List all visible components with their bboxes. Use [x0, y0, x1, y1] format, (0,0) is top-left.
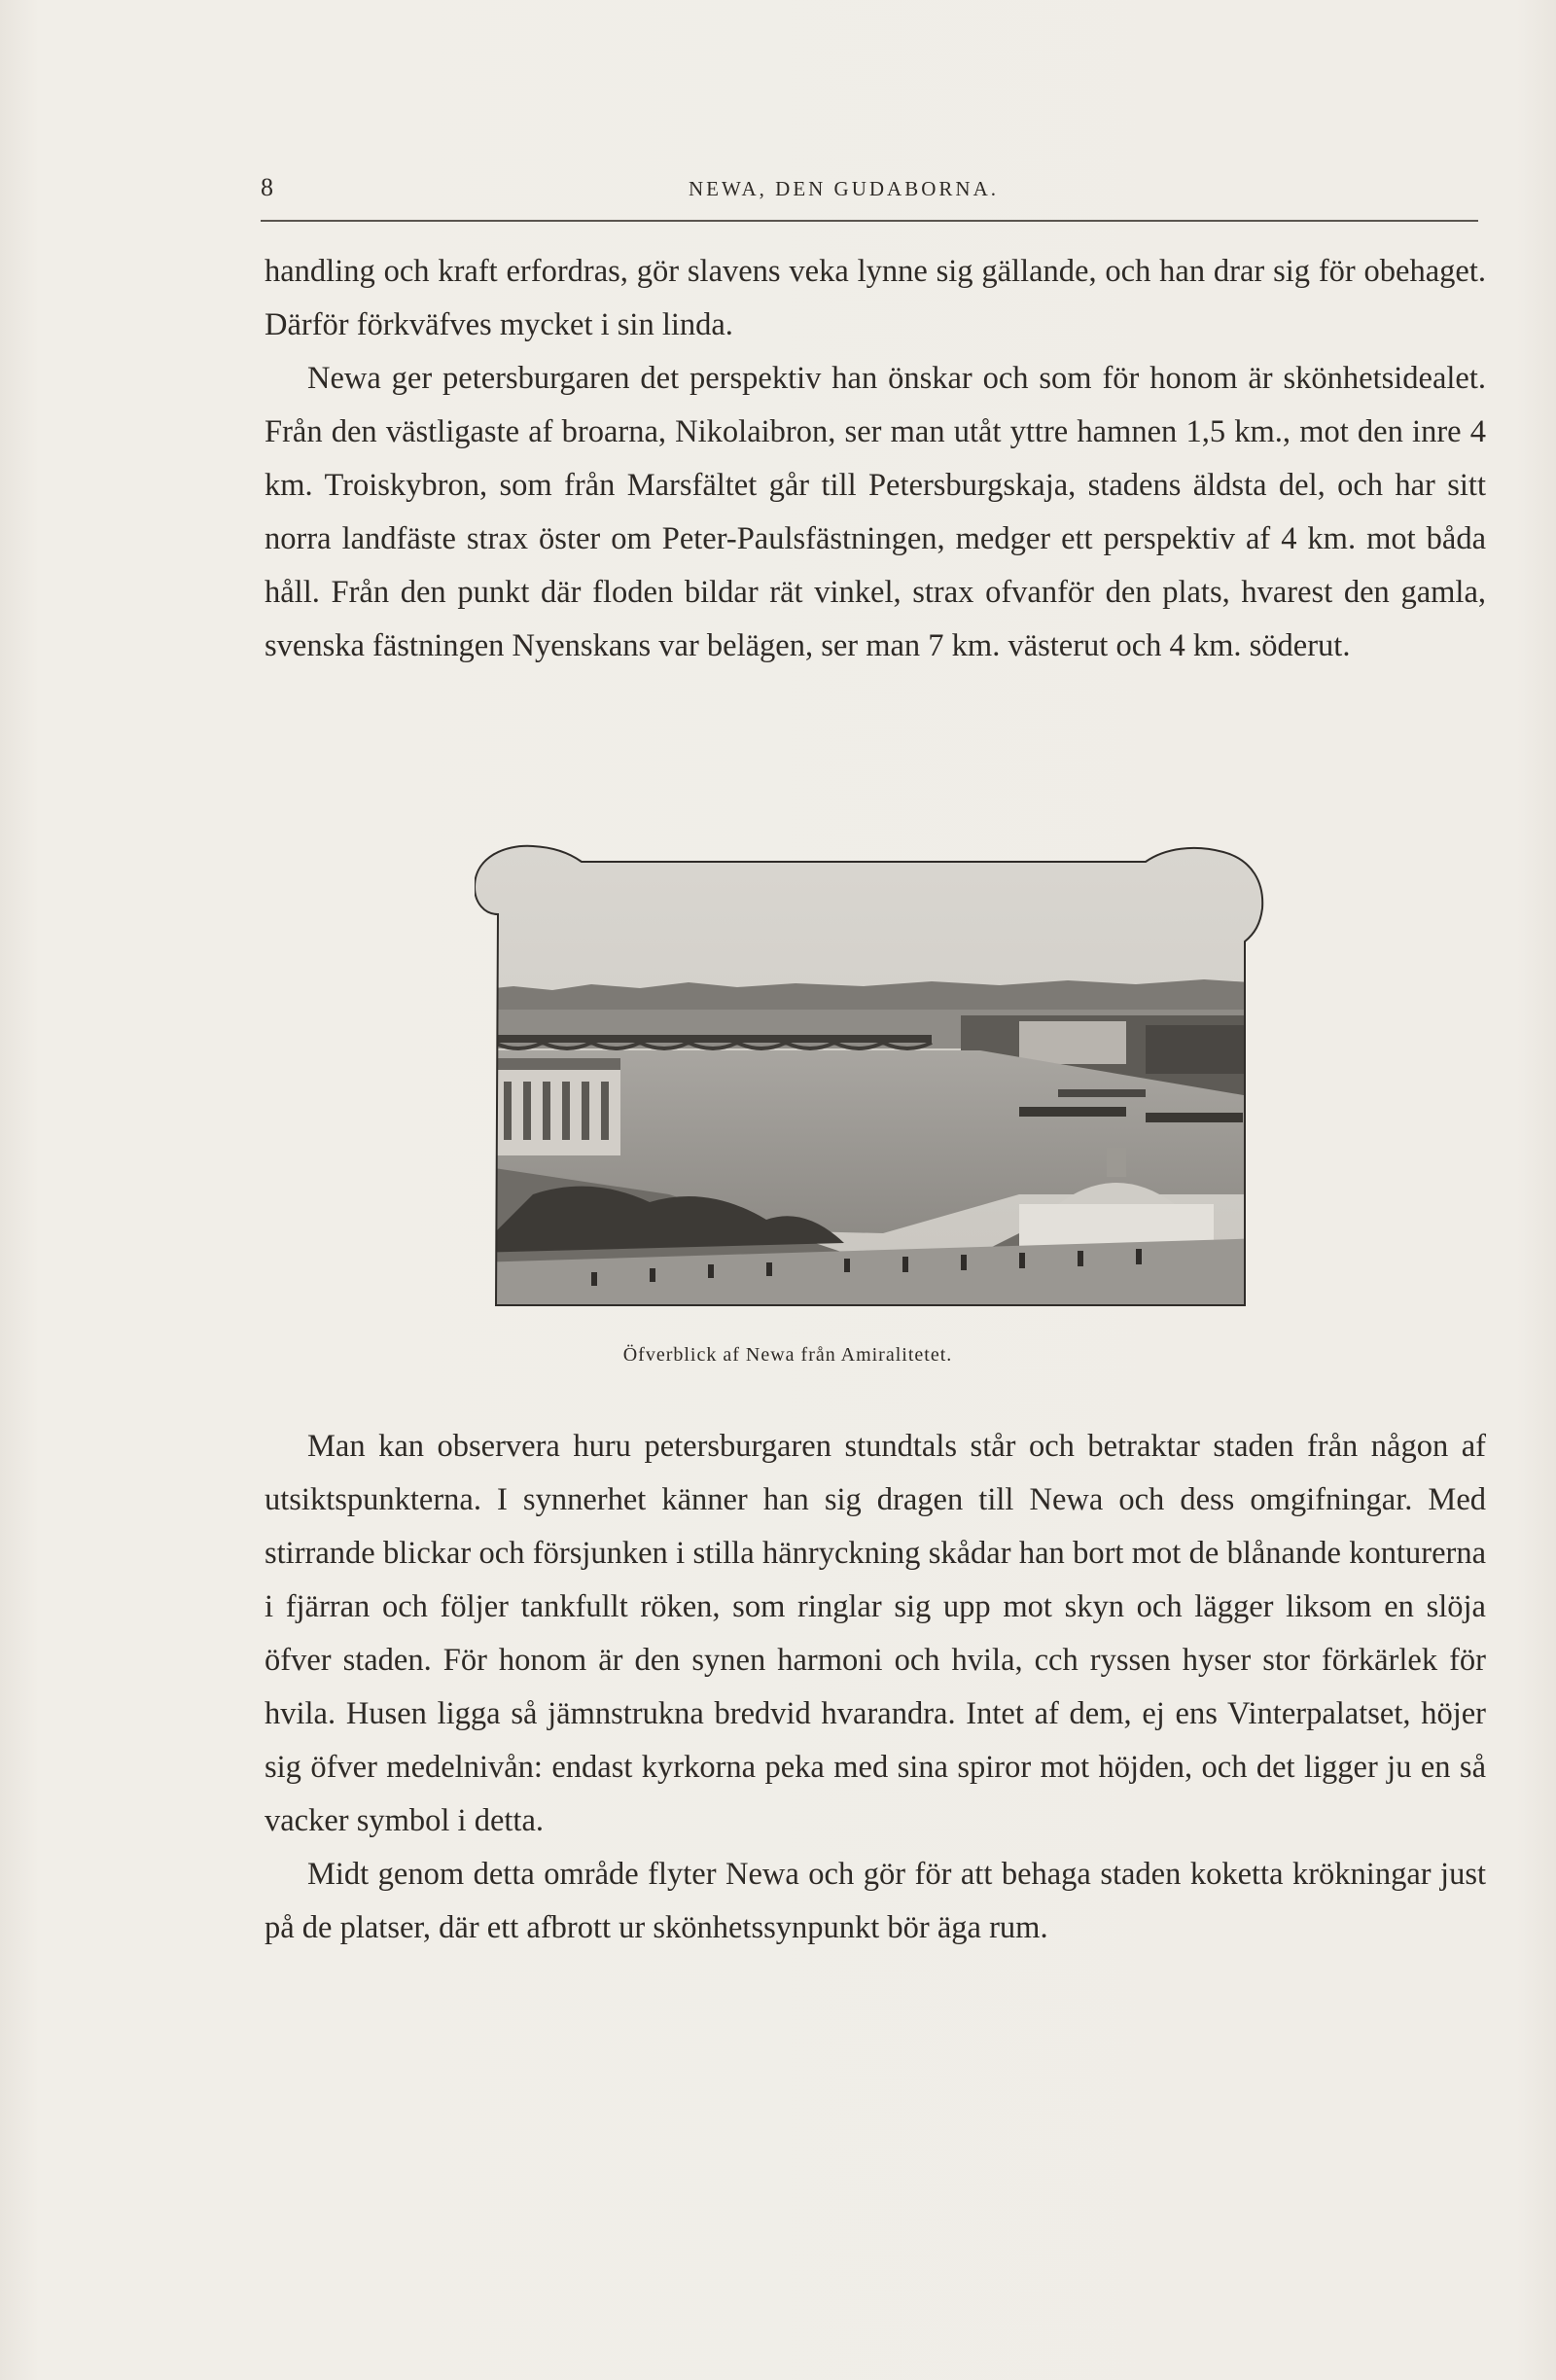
- figure-caption: [0, 1344, 1556, 1367]
- header-rule: [261, 220, 1478, 222]
- text-block-top: [265, 245, 1486, 673]
- running-title: NEWA, DEN GUDABORNA.: [689, 177, 999, 200]
- paragraph: Midt genom detta område flyter Newa och gör för att behaga staden koketta krökningar just på de platser, där ett afbrott ur skönhetssynpunkt bör äga rum.: [265, 1857, 1486, 1945]
- page-number: 8: [261, 173, 274, 201]
- photo-newa-from-admiralty: [475, 844, 1266, 1309]
- page-header: [261, 173, 1478, 212]
- paragraph: Newa ger petersburgaren det perspektiv han önskar och som för honom är skönhetsidealet. Från den västligaste af broarna, Nikolaibron, ser man utåt yttre hamnen 1,5 km., mot den inre 4 km. Troiskybron, som från Marsfältet går till Petersburgskaja, stadens äldsta del, och har sitt norra landfäste strax öster om Peter-Paulsfästningen, medger ett perspektiv af 4 km. mot båda håll. Från den punkt där floden bildar rät vinkel, strax ofvanför den plats, hvarest den gamla, svenska fästningen Nyenskans var belägen, ser man 7 km. västerut och 4 km. söderut.: [265, 361, 1486, 663]
- text-block-bottom: [265, 1420, 1486, 1955]
- figure-caption-text: Öfverblick af Newa från Amiralitetet.: [622, 1344, 953, 1366]
- paragraph: handling och kraft erfordras, gör slavens veka lynne sig gällande, och han drar sig för obehaget. Därför förkväfves mycket i sin linda.: [265, 254, 1486, 342]
- paragraph: Man kan observera huru petersburgaren stundtals står och betraktar staden från någon af utsiktspunkterna. I synnerhet känner han sig dragen till Newa och dess omgifningar. Med stirrande blickar och försjunken i stilla hänryckning skådar han bort mot de blånande konturerna i fjärran och följer tankfullt röken, som ringlar sig upp mot skyn och lägger liksom en slöja öfver staden. För honom är den synen harmoni och hvila, cch ryssen hyser stor förkärlek för hvila. Husen ligga så jämnstrukna bredvid hvarandra. Intet af dem, ej ens Vinterpalatset, höjer sig öfver medelnivån: endast kyrkorna peka med sina spiror mot höjden, och det ligger ju en så vacker symbol i detta.: [265, 1429, 1486, 1838]
